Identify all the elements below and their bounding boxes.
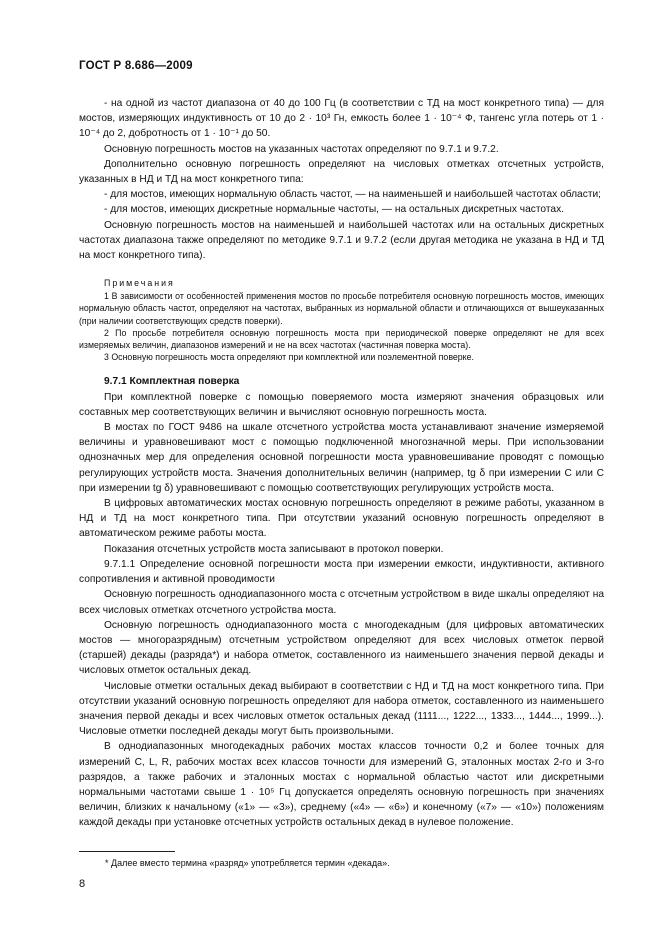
paragraph: Показания отсчетных устройств моста записывают в протокол поверки.	[104, 543, 444, 555]
paragraph: В цифровых автоматических мостах основную погрешность определяют в режиме работы, указанном в НД и ТД на мост конкретного типа. При отсутствии указаний основную погрешность определяют в автоматическом режиме работы моста.	[79, 498, 604, 540]
note-item: 1 В зависимости от особенностей применения мостов по просьбе потребителя основную погрешность мостов, имеющих нормальную область частот, определяют на частотах, выбранных из нормальной области и отличающихся от вышеуказанных (при наличии соответствующих средств поверки).	[79, 291, 604, 326]
notes-heading: Примечания	[104, 278, 175, 289]
subsection-heading: 9.7.1.1 Определение основной погрешности моста при измерении емкости, индуктивности, активного сопротивления и активной проводимости	[79, 558, 604, 586]
note-item: 3 Основную погрешность моста определяют при комплектной или поэлементной поверке.	[104, 352, 474, 363]
paragraph: В однодиапазонных многодекадных рабочих мостах классов точности 0,2 и более точных для измерений C, L, R, рабочих мостах всех классов точности для измерений G, эталонных мостах 2-го и 3-го разрядов, а также рабочих и эталонных мостах с нормальной областью частот или дискретными нормальными частотами свыше 1 · 10⁵ Гц допускается определять основную погрешность при значениях величин, близких к начальному («1» — «3»), среднему («4» — «6») и конечному («7» — «10») положениям каждой декады при установке отсчетных устройств остальных декад в нулевое положение.	[79, 741, 604, 829]
footnote: * Далее вместо термина «разряд» употребляется термин «декада».	[105, 858, 390, 868]
paragraph: - для мостов, имеющих нормальную область частот, — на наименьшей и наибольшей частотах области;	[104, 189, 601, 201]
note-item: 2 По просьбе потребителя основную погрешность моста при периодической поверке определяют не для всех измеряемых величин, диапазонов измерений и не на всех частотах (частичная поверка моста).	[79, 327, 604, 351]
footnote-divider	[79, 851, 175, 852]
paragraph: Основную погрешность однодиапазонного моста с многодекадным (для цифровых автоматических мостов — многоразрядным) отсчетным устройством определяют для всех числовых отметок первой (старшей) декады (разряда*) и набора отметок, составленного из наименьшего значения первой декады и числовых отметок остальных декад.	[79, 619, 604, 677]
document-body	[79, 96, 604, 831]
page-number: 8	[79, 878, 86, 890]
paragraph: В мостах по ГОСТ 9486 на шкале отсчетного устройства моста устанавливают значение измеряемой величины и уравновешивают мост с помощью подключенной многозначной меры. При использовании однозначных мер для определения основной погрешности моста уравновешивание проводят с помощью регулирующих устройств моста. Значения дополнительных величин (например, tg δ при измерении C или C при измерении tg δ) уравновешивают с помощью соответствующих регулирующих устройств моста.	[79, 422, 604, 494]
paragraph: Основную погрешность мостов на наименьшей и наибольшей частотах или на остальных дискретных частотах диапазона также определяют по методике 9.7.1 и 9.7.2 (если другая методика не указана в НД и ТД на мост конкретного типа).	[79, 219, 604, 262]
paragraph: Числовые отметки остальных декад выбирают в соответствии с НД и ТД на мост конкретного типа. При отсутствии указаний основную погрешность определяют для набора отметок, составленного из наименьшего значения первой декады и всех числовых отметок остальных декад (1111..., 1222..., 1333..., 1444..., 1999...). Числовые отметки последней декады могут быть произвольными.	[79, 680, 604, 738]
section-heading: 9.7.1 Комплектная поверка	[104, 376, 240, 388]
paragraph: - для мостов, имеющих дискретные нормальные частоты, — на остальных дискретных частотах.	[104, 204, 564, 216]
paragraph: Дополнительно основную погрешность определяют на числовых отметках отсчетных устройств, указанных в НД и ТД на мост конкретного типа:	[79, 158, 604, 186]
paragraph: - на одной из частот диапазона от 40 до 100 Гц (в соответствии с ТД на мост конкретного типа) — для мостов, измеряющих индуктивность от 10 до 2 · 10³ Гн, емкость более 1 · 10⁻⁴ Ф, тангенс угла потерь от 1 · 10⁻⁴ до 2, добротность от 1 · 10⁻¹ до 50.	[79, 98, 604, 140]
paragraph: При комплектной поверке с помощью поверяемого моста измеряют значения образцовых или составных мер соответствующих величин и вычисляют основную погрешность моста.	[79, 391, 604, 418]
paragraph: Основную погрешность мостов на указанных частотах определяют по 9.7.1 и 9.7.2.	[104, 143, 499, 155]
document-header: ГОСТ Р 8.686—2009	[79, 60, 193, 72]
paragraph: Основную погрешность однодиапазонного моста с отсчетным устройством в виде шкалы определяют на всех числовых отметках отсчетного устройства моста.	[79, 589, 604, 616]
